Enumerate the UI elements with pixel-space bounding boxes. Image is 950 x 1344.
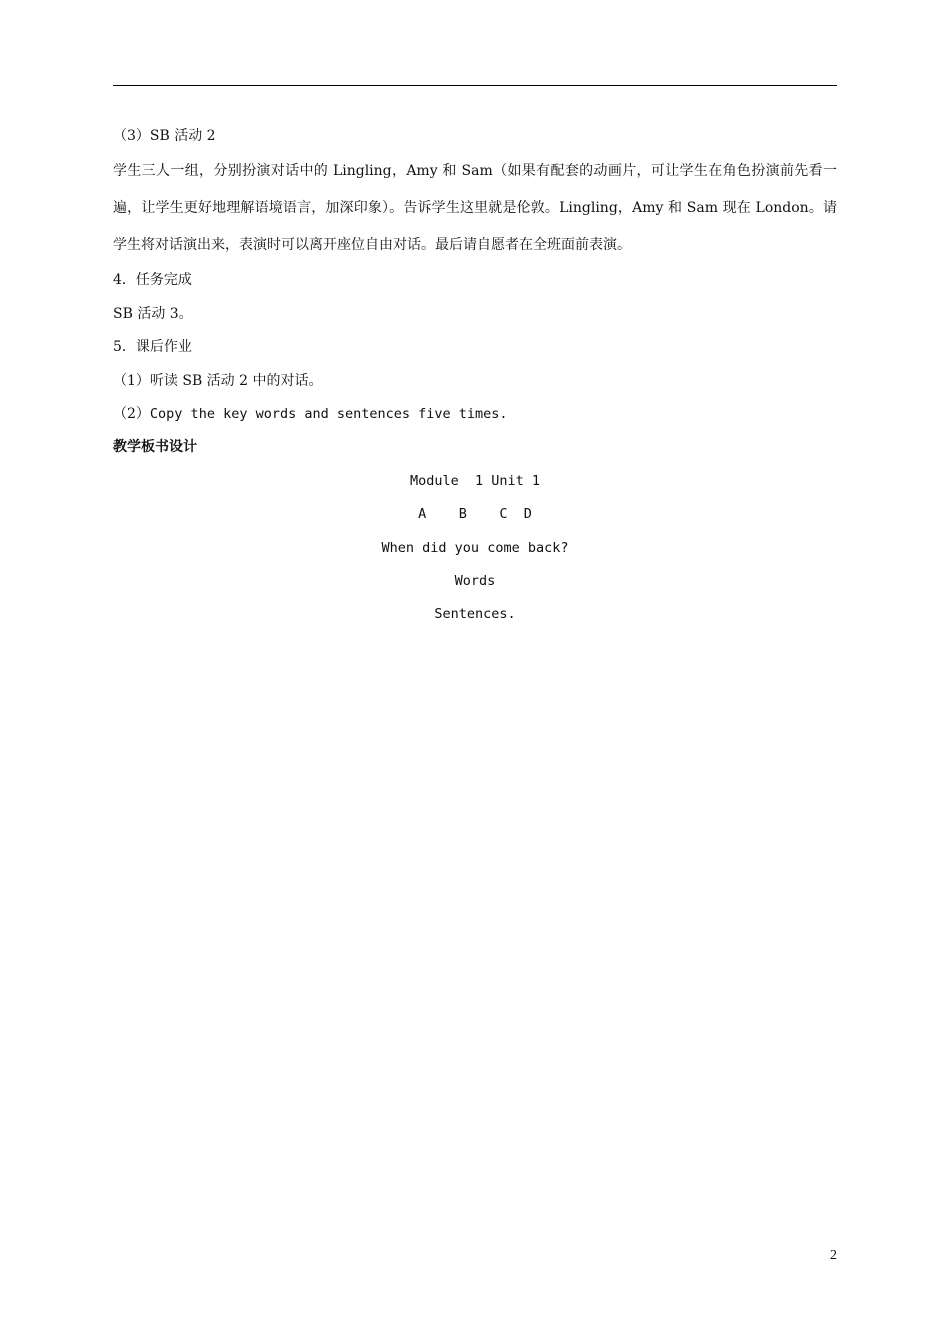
homework-item-2-prefix: （2） <box>113 406 150 423</box>
document-body <box>113 120 837 632</box>
homework-heading: 5．课后作业 <box>113 339 192 356</box>
board-title: Module 1 Unit 1 <box>409 472 541 489</box>
task-heading: 4．任务完成 <box>113 272 192 289</box>
homework-item-2 <box>113 398 837 431</box>
board-question: When did you come back? <box>381 539 569 556</box>
page-number: 2 <box>830 1248 837 1263</box>
header-rule <box>113 85 837 86</box>
section-3-body: 学生三人一组，分别扮演对话中的 Lingling，Amy 和 Sam（如果有配套的动画片，可让学生在角色扮演前先看一遍，让学生更好地理解语境语言，加深印象）。告诉学生这里就是伦敦。Lingling，Amy 和 Sam 现在 London。请学生将对话演出来，表演时可以离开座位自由对话。最后请自愿者在全班面前表演。 <box>113 163 837 254</box>
board-words: Words <box>454 573 496 590</box>
homework-item-1: （1）听读 SB 活动 2 中的对话。 <box>113 372 323 389</box>
task-body: SB 活动 3。 <box>113 305 193 322</box>
section-3-title: （3）SB 活动 2 <box>113 128 216 144</box>
homework-item-2-text: Copy the key words and sentences five times. <box>149 406 508 423</box>
board-letters: A B C D <box>418 506 532 523</box>
board-heading: 教学板书设计 <box>113 439 197 456</box>
board-sentences: Sentences. <box>434 606 516 623</box>
